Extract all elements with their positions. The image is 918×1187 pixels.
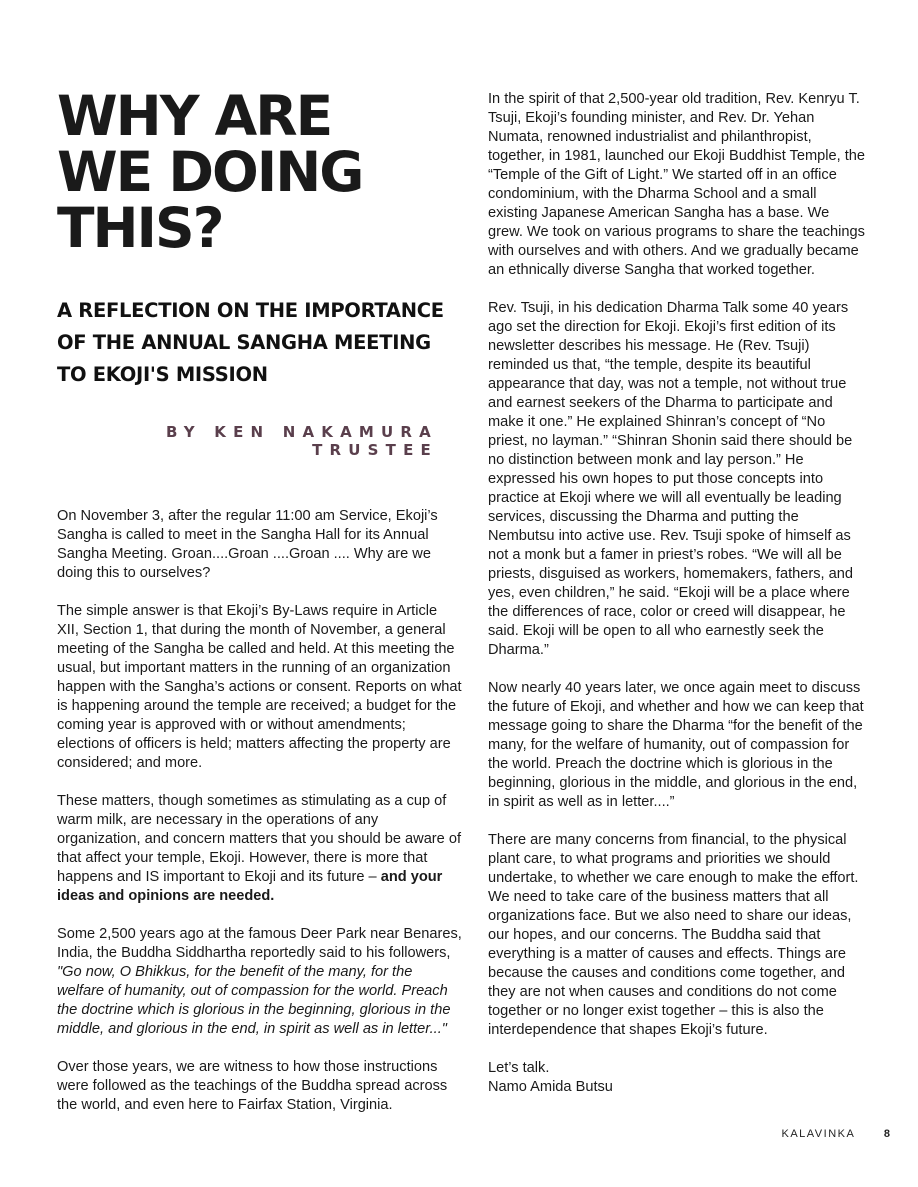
closing-line: Let’s talk.	[488, 1060, 550, 1076]
paragraph	[57, 1058, 462, 1115]
subtitle-line: TO EKOJI'S MISSION	[57, 363, 268, 386]
paragraph-text: Some 2,500 years ago at the famous Deer Park near Benares, India, the Buddha Siddhartha reportedly said to his followers,	[57, 926, 462, 961]
paragraph	[57, 925, 462, 1039]
paragraph: Rev. Tsuji, in his dedication Dharma Talk some 40 years ago set the direction for Ekoji. Ekoji’s first edition of its newsletter describes his message. He (Rev. Tsuji) reminded us that, “the temple, despite its beautiful appearance that day, was not a temple, not without true and earnest seekers of the Dharma to participate and make it one.” He explained Shinran’s concept of “No priest, no layman.” “Shinran Shonin said there should be no distinction between monk and lay person.” He expressed his own hopes to put those concepts into practice at Ekoji where we will all eventually be leading services, discussing the Dharma and putting the Nembutsu into active use. Rev. Tsuji spoke of himself as not a monk but a famer in priest’s robes. “We will all be priests, disguised as workers, homemakers, fathers, and yes, even children,” he said. “Ekoji will be a place where the differences of race, color or creed will disappear, he said. Ekoji will be open to all who earnestly seek the Dharma.”	[488, 300, 854, 658]
paragraph-text: On November 3, after the regular 11:00 am Service, Ekoji’s Sangha is called to meet in the Sangha Hall for its Annual Sangha Meeting. Groan....Groan ....Groan .... Why are we doing this to ourselves?	[57, 508, 438, 581]
paragraph	[57, 507, 462, 583]
paragraph: Now nearly 40 years later, we once again meet to discuss the future of Ekoji, and whether and how we can keep that message going to share the Dharma “for the benefit of the many, for the welfare of humanity, out of compassion for the world. Preach the doctrine which is glorious in the beginning, glorious in the middle, and glorious in the end, in spirit as well as in letter....”	[488, 680, 864, 810]
left-column	[57, 84, 462, 1134]
closing	[488, 1059, 868, 1097]
paragraph-emphasis: and your ideas and opinions are needed.	[57, 869, 443, 904]
publication-name: KALAVINKA	[781, 1128, 856, 1140]
title-line: WHY ARE	[57, 84, 332, 148]
paragraph-text: Over those years, we are witness to how those instructions were followed as the teachings of the Buddha spread across the world, and even here to Fairfax Station, Virginia.	[57, 1059, 448, 1113]
paragraph-text: The simple answer is that Ekoji’s By-Laws require in Article XII, Section 1, that during the month of November, a general meeting of the Sangha be called and held. At this meeting the usual, but important matters in the running of an organization happen with the Sangha’s actions or consent. Reports on what is happening around the temple are received; a budget for the coming year is approved with or without amendments; elections of officers is held; matters affecting the property are considered; and more.	[57, 603, 462, 771]
left-body	[57, 507, 462, 1115]
title-line: WE DOING	[57, 140, 363, 204]
paragraph-text: These matters, though sometimes as stimulating as a cup of warm milk, are necessary in the operations of any organization, and concern matters that you should be aware of that affect your temple, Ekoji. However, there is more that happens and IS important to Ekoji and its future –	[57, 793, 462, 885]
paragraph	[57, 792, 462, 906]
paragraph: In the spirit of that 2,500-year old tradition, Rev. Kenryu T. Tsuji, Ekoji’s founding minister, and Rev. Dr. Yehan Numata, renowned industrialist and philanthropist, together, in 1981, launched our Ekoji Buddhist Temple, the “Temple of the Gift of Light.” We started off in an office condominium, with the Dharma School and a small existing Japanese American Sangha has a base. We grew. We took on various programs to share the teachings with ourselves and with others. And we gradually became an ethnically diverse Sangha that worked together.	[488, 91, 865, 278]
right-column	[488, 90, 868, 1097]
byline-role: TRUSTEE	[312, 441, 438, 459]
page-footer	[781, 1128, 890, 1140]
byline-author: BY KEN NAKAMURA	[165, 423, 438, 441]
subtitle-line: A REFLECTION ON THE IMPORTANCE	[57, 299, 444, 322]
paragraph: There are many concerns from financial, to the physical plant care, to what programs and priorities we should undertake, to whether we care enough to make the effort. We need to take care of the business matters that all organizations face. But we also need to share our ideas, our hopes, and our concerns. The Buddha said that everything is a matter of causes and effects. Things are because the causes and conditions come together, and they are not when causes and conditions do not come together or no longer exist together – this is also the interdependence that shapes Ekoji’s future.	[488, 832, 859, 1038]
byline	[57, 423, 438, 459]
page-number: 8	[883, 1128, 890, 1140]
closing-line: Namo Amida Butsu	[488, 1079, 613, 1095]
paragraph	[57, 602, 462, 773]
buddha-quote: "Go now, O Bhikkus, for the benefit of the many, for the welfare of humanity, out of compassion for the world. Preach the doctrine which is glorious in the beginning, glorious in the middle, and glorious in the end, in spirit as well as in letter..."	[57, 964, 451, 1037]
subtitle-line: OF THE ANNUAL SANGHA MEETING	[57, 331, 431, 354]
article-subtitle	[57, 295, 462, 391]
title-line: THIS?	[57, 196, 223, 260]
article-title	[57, 84, 462, 260]
